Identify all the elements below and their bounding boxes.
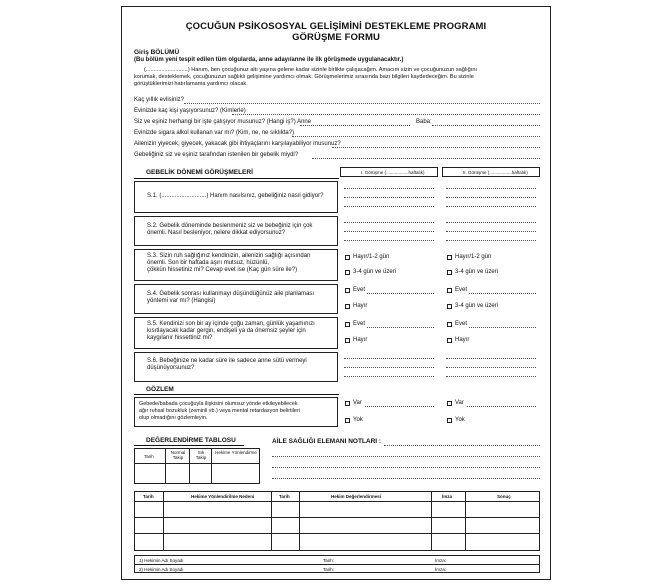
option-label: Evet bbox=[353, 287, 366, 293]
ref-col-result: Sonuç bbox=[497, 494, 511, 499]
answer-line[interactable] bbox=[446, 188, 536, 189]
family-notes-heading: AİLE SAĞLIĞI ELEMANI NOTLARI : bbox=[272, 438, 382, 445]
notes-line[interactable] bbox=[272, 467, 540, 468]
section-divider bbox=[134, 394, 339, 395]
checkbox-s3-v1-hayir12[interactable] bbox=[345, 255, 350, 260]
answer-line[interactable] bbox=[292, 136, 540, 137]
option-label: Evet bbox=[353, 321, 366, 327]
referral-table bbox=[134, 491, 540, 551]
footer-physician-1: 1) Hekimin Adı Soyadı bbox=[139, 558, 184, 563]
ref-col-assessment: Hekim Değerlendirmesi bbox=[331, 494, 382, 499]
answer-line[interactable] bbox=[344, 367, 434, 368]
answer-line[interactable] bbox=[184, 103, 540, 104]
answer-line[interactable] bbox=[344, 188, 434, 189]
checkbox-s4-v2-evet[interactable] bbox=[447, 288, 452, 293]
checkbox-s5-v2-evet[interactable] bbox=[447, 322, 452, 327]
option-label: 3-4 gün ve üzeri bbox=[353, 269, 397, 275]
option-label: Hayır bbox=[455, 337, 470, 343]
checkbox-obs-v2-yok[interactable] bbox=[447, 418, 452, 423]
option-label: Yok bbox=[353, 417, 363, 423]
column-header-visit1: I. Görüşme (..................haftalık) bbox=[340, 167, 438, 177]
option-label: Hayır bbox=[353, 303, 368, 309]
ref-col-date2: Tarih bbox=[279, 494, 290, 499]
question-box-s6: S.6. Bebeğinize ne kadar süre ile sadece anne sütü vermeyi düşünüyorsunuz? bbox=[134, 352, 338, 382]
answer-line[interactable] bbox=[365, 406, 434, 407]
checkbox-s5-v2-hayir[interactable] bbox=[447, 338, 452, 343]
question-box-s5: S.5. Kendinizi son bir ay içinde çoğu zaman, günlük yaşamınızı kısıtlayacak kadar gergin, endişeli ya da önemsiz şeyler için kaygılanır hissettiniz mi? bbox=[134, 317, 338, 349]
option-label: Var bbox=[455, 400, 464, 406]
ref-col-reason: Hekime Yönlendirilme Nedeni bbox=[191, 494, 255, 499]
question-box-s1: S.1. (...........................) Hanım nasılsınız, gebeliğiniz nasıl gidiyor? bbox=[134, 181, 338, 213]
answer-line[interactable] bbox=[446, 367, 536, 368]
option-label: Evet bbox=[455, 287, 468, 293]
answer-line[interactable] bbox=[469, 327, 536, 328]
answer-line[interactable] bbox=[446, 358, 536, 359]
answer-line[interactable] bbox=[232, 114, 540, 115]
footer-signature-2: İmza: bbox=[435, 567, 447, 572]
intro-question: Evinizde sigara alkol kullanan var mı? (Kim, ne, ne sıklıkta?) bbox=[134, 130, 295, 136]
observation-box: Gebede/babada çocuğuyla ilişkisini olumsuz yönde etkileyebilecek ağır ruhsal bozukluk (zeminli vb.) veya mental retardasyon belirtileri olup olmadığını gözlemleyin. bbox=[134, 397, 338, 427]
answer-line[interactable] bbox=[467, 406, 536, 407]
intro-paragraph-1: (...........................) Hanım, ben çocuğunuz altı yaşına gelene kadar sizinle birlikte çalışacağım. Amacım sizin ve çocuğunuzun sağlığını bbox=[144, 67, 477, 73]
answer-line[interactable] bbox=[446, 231, 536, 232]
intro-paragraph-2: korumak, desteklemek, çocuğunuzun sağlıklı gelişimine yardımcı olmak. Görüşmelerimiz sırasında bazı bilgileri kaydedeceğim. Bu sizinle bbox=[134, 74, 474, 80]
footer-date-2: Tarih: bbox=[323, 567, 335, 572]
ref-col-date1: Tarih bbox=[143, 494, 154, 499]
answer-line[interactable] bbox=[446, 197, 536, 198]
answer-line[interactable] bbox=[367, 293, 434, 294]
footer-signature-1: İmza: bbox=[435, 558, 447, 563]
answer-line[interactable] bbox=[332, 147, 540, 148]
eval-col-referral: Hekime Yönlendirme bbox=[215, 450, 257, 455]
intro-question: Ailenizin yiyecek, giyecek, yakacak gibi ihtiyaçlarını karşılayabiliyor musunuz? bbox=[134, 141, 341, 147]
answer-line[interactable] bbox=[446, 222, 536, 223]
evaluation-table bbox=[134, 448, 260, 484]
intro-question: Evinizde kaç kişi yaşıyorsunuz? (Kimlerle) bbox=[134, 108, 246, 114]
option-label: 3-4 gün ve üzeri bbox=[455, 269, 499, 275]
answer-line[interactable] bbox=[367, 327, 434, 328]
checkbox-s5-v1-evet[interactable] bbox=[345, 322, 350, 327]
answer-line[interactable] bbox=[469, 293, 536, 294]
form-title-line1: ÇOCUĞUN PSİKOSOSYAL GELİŞİMİNİ DESTEKLEME PROGRAMI bbox=[185, 21, 487, 32]
question-box-s4: S.4. Gebelik sonrası kullanmayı düşündüğünüz aile planlaması yöntemi var mı? (Hangisi) bbox=[134, 284, 338, 314]
footer-physician-2: 2) Hekimin Adı Soyadı bbox=[139, 567, 184, 572]
question-box-s3: S.3. Sizin ruh sağlığınız kendinizin, ailenizin sağlığı açısından önemli. Son bir haftada aşırı mutsuz, hüzünlü, çökkün hissetiniz mi? Cevap evet ise (Kaç gün süre ile?) bbox=[134, 249, 338, 281]
section-divider bbox=[134, 178, 339, 179]
checkbox-s4-v1-hayir[interactable] bbox=[345, 304, 350, 309]
intro-question: Siz ve eşiniz herhangi bir işte çalışıyor musunuz? (Hangi iş?) Anne bbox=[134, 119, 312, 125]
footer-date-1: Tarih: bbox=[323, 558, 335, 563]
notes-line[interactable] bbox=[272, 456, 540, 457]
checkbox-s4-v1-evet[interactable] bbox=[345, 288, 350, 293]
answer-line-mother[interactable] bbox=[300, 125, 410, 126]
eval-col-frequent: Sık Takip bbox=[195, 450, 207, 460]
checkbox-s3-v2-34[interactable] bbox=[447, 270, 452, 275]
form-title-line2: GÖRÜŞME FORMU bbox=[292, 32, 380, 43]
checkbox-obs-v1-var[interactable] bbox=[345, 401, 350, 406]
checkbox-s5-v1-hayir[interactable] bbox=[345, 338, 350, 343]
checkbox-obs-v2-var[interactable] bbox=[447, 401, 452, 406]
question-box-s2: S.2. Gebelik döneminde beslenmeniz siz ve bebeğiniz için çok önemli. Nasıl besleniyor, nelere dikkat ediyorsunuz? bbox=[134, 216, 338, 246]
intro-question: Kaç yıllık evlisiniz? bbox=[134, 97, 185, 103]
answer-line[interactable] bbox=[344, 222, 434, 223]
father-label: Baba: bbox=[416, 119, 432, 125]
option-label: Var bbox=[353, 400, 362, 406]
answer-line[interactable] bbox=[344, 231, 434, 232]
intro-subheading: (Bu bölüm yeni tespit edilen tüm olgularda, anne adayı/anne ile ilk görüşmede uygulanacaktır.) bbox=[134, 57, 404, 63]
pregnancy-heading: GEBELİK DÖNEMİ GÖRÜŞMELERİ bbox=[146, 169, 253, 176]
answer-line[interactable] bbox=[312, 158, 540, 159]
eval-col-date: Tarih bbox=[144, 454, 154, 459]
footer-signatures bbox=[134, 555, 540, 573]
notes-line[interactable] bbox=[272, 478, 540, 479]
answer-line[interactable] bbox=[344, 358, 434, 359]
option-label: Hayır/1-2 gün bbox=[353, 254, 390, 260]
form-page bbox=[121, 6, 551, 580]
checkbox-s4-v2-34[interactable] bbox=[447, 304, 452, 309]
answer-line[interactable] bbox=[446, 206, 536, 207]
answer-line[interactable] bbox=[344, 197, 434, 198]
checkbox-s3-v1-34[interactable] bbox=[345, 270, 350, 275]
eval-col-normal: Normal Takip bbox=[170, 450, 186, 460]
answer-line[interactable] bbox=[446, 240, 536, 241]
observation-heading: GÖZLEM bbox=[146, 386, 174, 393]
column-header-visit2: II. Görüşme (..................haftalık) bbox=[442, 167, 540, 177]
evaluation-heading: DEĞERLENDİRME TABLOSU bbox=[146, 437, 236, 444]
notes-line[interactable] bbox=[384, 445, 540, 446]
option-label: Yok bbox=[455, 417, 465, 423]
option-label: 3-4 gün ve üzeri bbox=[455, 303, 499, 309]
section-divider bbox=[134, 445, 244, 446]
option-label: Evet bbox=[455, 321, 468, 327]
intro-question: Gebeliğiniz siz ve eşiniz tarafından istenilen bir gebelik miydi? bbox=[134, 152, 299, 158]
checkbox-s3-v2-hayir12[interactable] bbox=[447, 255, 452, 260]
answer-line[interactable] bbox=[446, 376, 536, 377]
checkbox-obs-v1-yok[interactable] bbox=[345, 418, 350, 423]
answer-line[interactable] bbox=[344, 240, 434, 241]
intro-paragraph-3: görüştüklerimizi hatırlamama yardımcı olacak. bbox=[134, 81, 248, 87]
answer-line[interactable] bbox=[344, 376, 434, 377]
answer-line[interactable] bbox=[344, 206, 434, 207]
option-label: Hayır bbox=[353, 337, 368, 343]
option-label: Hayır/1-2 gün bbox=[455, 254, 492, 260]
answer-line-father[interactable] bbox=[432, 125, 540, 126]
ref-col-signature: İmza bbox=[442, 494, 453, 499]
intro-heading: Giriş BÖLÜMÜ bbox=[134, 49, 180, 56]
